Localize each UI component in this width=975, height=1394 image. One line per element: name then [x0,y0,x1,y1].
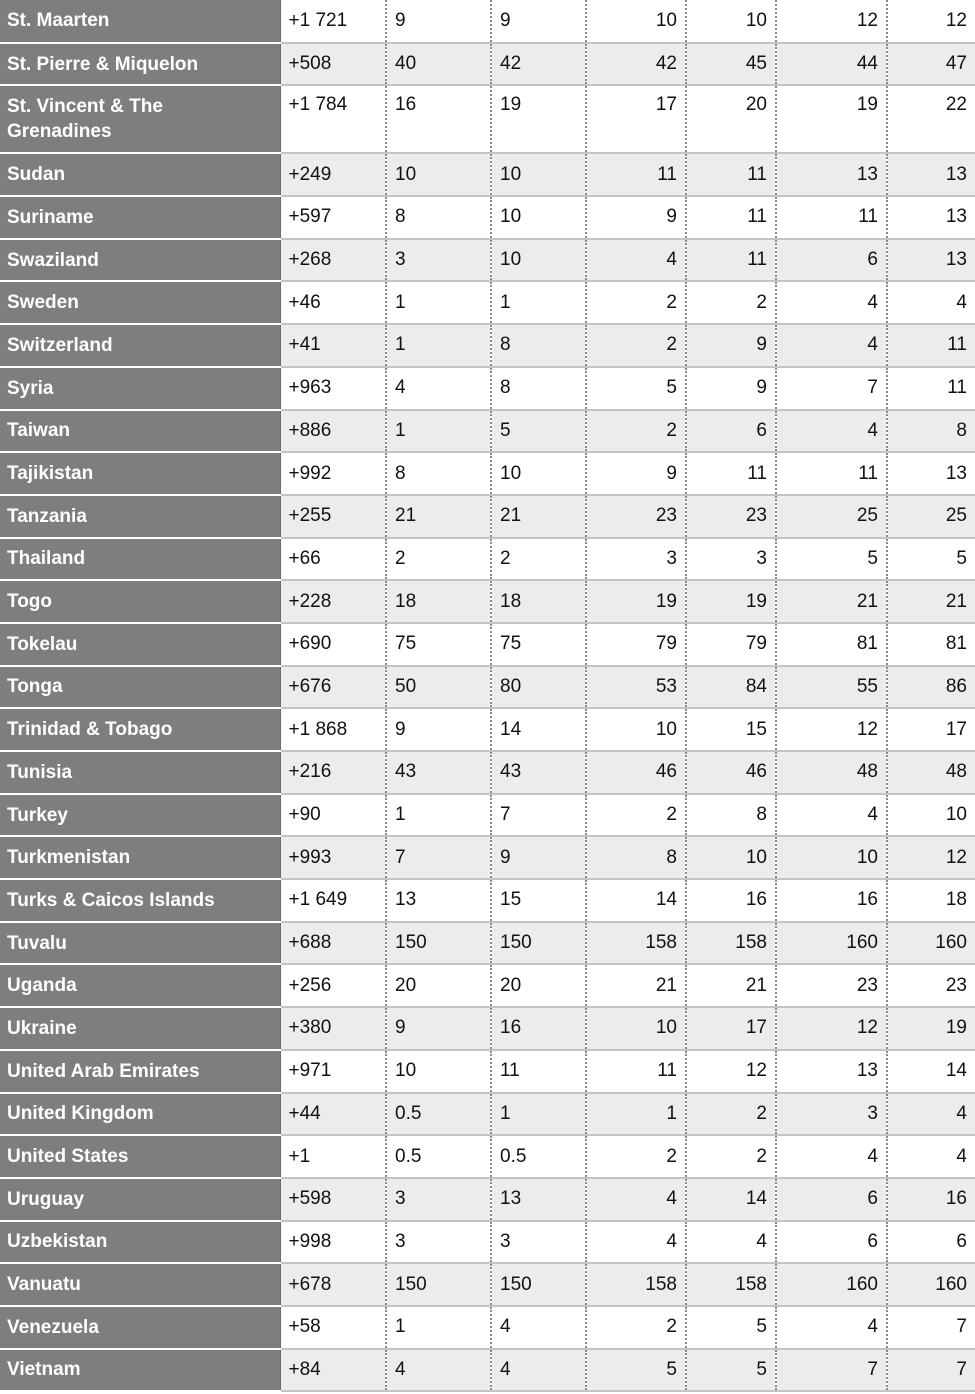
value-cell: 11 [491,1050,586,1093]
table-row [0,367,975,410]
dial-code: +1 649 [280,879,386,922]
value-cell: 21 [887,580,975,623]
table-row [0,0,975,43]
value-cell: 7 [887,1349,975,1392]
table-row [0,495,975,538]
value-cell: 84 [686,666,776,709]
dial-code: +380 [280,1007,386,1050]
value-cell: 4 [586,239,686,282]
dial-code: +1 784 [280,85,386,153]
value-cell: 6 [776,1178,887,1221]
country-name: Turkmenistan [0,836,280,879]
table-row [0,836,975,879]
value-cell: 2 [586,324,686,367]
dial-code: +58 [280,1306,386,1349]
value-cell: 2 [586,794,686,837]
value-cell: 11 [887,367,975,410]
value-cell: 11 [887,324,975,367]
country-name: Tajikistan [0,452,280,495]
value-cell: 150 [386,922,491,965]
table-row [0,1306,975,1349]
value-cell: 75 [386,623,491,666]
value-cell: 158 [686,922,776,965]
value-cell: 22 [887,85,975,153]
value-cell: 10 [386,1050,491,1093]
value-cell: 10 [586,0,686,43]
value-cell: 14 [686,1178,776,1221]
country-name: Vanuatu [0,1263,280,1306]
value-cell: 12 [686,1050,776,1093]
value-cell: 10 [491,153,586,196]
dial-code: +998 [280,1221,386,1264]
table-row [0,922,975,965]
value-cell: 7 [776,1349,887,1392]
country-name: Tokelau [0,623,280,666]
value-cell: 2 [586,281,686,324]
value-cell: 16 [887,1178,975,1221]
country-name: Tuvalu [0,922,280,965]
table-row [0,751,975,794]
value-cell: 48 [776,751,887,794]
value-cell: 150 [491,922,586,965]
dial-code: +66 [280,538,386,581]
value-cell: 4 [686,1221,776,1264]
value-cell: 4 [776,324,887,367]
value-cell: 9 [586,452,686,495]
value-cell: 2 [686,1093,776,1136]
table-row [0,538,975,581]
country-name: United Kingdom [0,1093,280,1136]
value-cell: 4 [887,281,975,324]
country-name: Venezuela [0,1306,280,1349]
value-cell: 1 [491,1093,586,1136]
country-name: Switzerland [0,324,280,367]
value-cell: 3 [586,538,686,581]
value-cell: 2 [586,1306,686,1349]
value-cell: 10 [491,196,586,239]
value-cell: 0.5 [491,1135,586,1178]
value-cell: 14 [586,879,686,922]
value-cell: 7 [887,1306,975,1349]
value-cell: 158 [586,922,686,965]
dial-code: +1 721 [280,0,386,43]
value-cell: 2 [586,1135,686,1178]
value-cell: 8 [491,324,586,367]
value-cell: 5 [686,1306,776,1349]
value-cell: 9 [586,196,686,239]
dial-code: +690 [280,623,386,666]
table-row [0,1263,975,1306]
value-cell: 7 [491,794,586,837]
value-cell: 16 [686,879,776,922]
value-cell: 10 [586,1007,686,1050]
value-cell: 40 [386,43,491,86]
value-cell: 8 [887,410,975,453]
dial-code: +993 [280,836,386,879]
country-name: Togo [0,580,280,623]
value-cell: 11 [586,153,686,196]
value-cell: 1 [386,1306,491,1349]
value-cell: 2 [586,410,686,453]
country-name: St. Maarten [0,0,280,43]
value-cell: 21 [776,580,887,623]
value-cell: 12 [776,0,887,43]
value-cell: 9 [686,367,776,410]
value-cell: 25 [776,495,887,538]
dial-code: +886 [280,410,386,453]
table-row [0,879,975,922]
value-cell: 4 [776,1306,887,1349]
value-cell: 9 [386,0,491,43]
value-cell: 3 [776,1093,887,1136]
value-cell: 2 [686,1135,776,1178]
country-name: Tanzania [0,495,280,538]
value-cell: 9 [386,708,491,751]
value-cell: 7 [386,836,491,879]
value-cell: 48 [887,751,975,794]
value-cell: 80 [491,666,586,709]
value-cell: 13 [887,452,975,495]
value-cell: 160 [887,922,975,965]
value-cell: 10 [887,794,975,837]
country-name: Thailand [0,538,280,581]
value-cell: 16 [491,1007,586,1050]
value-cell: 0.5 [386,1135,491,1178]
table-row [0,1349,975,1392]
value-cell: 160 [887,1263,975,1306]
value-cell: 23 [887,964,975,1007]
value-cell: 1 [386,281,491,324]
country-name: Swaziland [0,239,280,282]
value-cell: 150 [491,1263,586,1306]
dial-code: +971 [280,1050,386,1093]
value-cell: 158 [686,1263,776,1306]
value-cell: 10 [586,708,686,751]
dial-code: +256 [280,964,386,1007]
dial-code: +228 [280,580,386,623]
value-cell: 18 [887,879,975,922]
table-row [0,708,975,751]
value-cell: 11 [586,1050,686,1093]
value-cell: 8 [491,367,586,410]
dial-code: +249 [280,153,386,196]
value-cell: 19 [686,580,776,623]
value-cell: 75 [491,623,586,666]
value-cell: 5 [776,538,887,581]
value-cell: 86 [887,666,975,709]
table-row [0,1178,975,1221]
country-name: St. Vincent & The Grenadines [0,85,280,153]
value-cell: 150 [386,1263,491,1306]
value-cell: 19 [887,1007,975,1050]
table-row [0,1007,975,1050]
country-name: Taiwan [0,410,280,453]
value-cell: 9 [491,0,586,43]
value-cell: 17 [887,708,975,751]
value-cell: 1 [491,281,586,324]
value-cell: 3 [491,1221,586,1264]
value-cell: 4 [776,281,887,324]
country-name: United States [0,1135,280,1178]
table-row [0,1135,975,1178]
value-cell: 4 [586,1221,686,1264]
table-row [0,85,975,153]
value-cell: 4 [776,1135,887,1178]
dial-code: +676 [280,666,386,709]
table-row [0,43,975,86]
table-row [0,153,975,196]
value-cell: 10 [686,0,776,43]
value-cell: 18 [386,580,491,623]
value-cell: 2 [491,538,586,581]
country-name: Uganda [0,964,280,1007]
value-cell: 11 [686,239,776,282]
value-cell: 15 [686,708,776,751]
dial-code: +44 [280,1093,386,1136]
value-cell: 10 [686,836,776,879]
value-cell: 55 [776,666,887,709]
value-cell: 43 [386,751,491,794]
value-cell: 10 [386,153,491,196]
dial-code: +84 [280,1349,386,1392]
value-cell: 6 [776,239,887,282]
value-cell: 42 [586,43,686,86]
table-row [0,666,975,709]
country-name: Vietnam [0,1349,280,1392]
value-cell: 0.5 [386,1093,491,1136]
value-cell: 20 [686,85,776,153]
country-name: Suriname [0,196,280,239]
value-cell: 14 [887,1050,975,1093]
value-cell: 44 [776,43,887,86]
value-cell: 13 [776,1050,887,1093]
value-cell: 6 [686,410,776,453]
value-cell: 9 [686,324,776,367]
value-cell: 11 [686,452,776,495]
value-cell: 19 [491,85,586,153]
value-cell: 4 [887,1093,975,1136]
dial-code: +1 868 [280,708,386,751]
dial-code: +268 [280,239,386,282]
table-row [0,794,975,837]
value-cell: 47 [887,43,975,86]
value-cell: 9 [386,1007,491,1050]
country-name: Uzbekistan [0,1221,280,1264]
country-name: Sweden [0,281,280,324]
value-cell: 11 [776,196,887,239]
value-cell: 3 [686,538,776,581]
value-cell: 5 [491,410,586,453]
country-name: Ukraine [0,1007,280,1050]
table-row [0,410,975,453]
value-cell: 4 [386,367,491,410]
dial-code: +46 [280,281,386,324]
table-row [0,452,975,495]
value-cell: 8 [386,196,491,239]
value-cell: 10 [776,836,887,879]
value-cell: 25 [887,495,975,538]
dial-code: +255 [280,495,386,538]
value-cell: 4 [491,1306,586,1349]
value-cell: 1 [386,794,491,837]
value-cell: 21 [386,495,491,538]
value-cell: 79 [686,623,776,666]
value-cell: 13 [887,153,975,196]
value-cell: 10 [491,239,586,282]
table-row [0,281,975,324]
value-cell: 11 [686,153,776,196]
value-cell: 1 [386,324,491,367]
table-row [0,623,975,666]
dial-code: +598 [280,1178,386,1221]
table-row [0,239,975,282]
value-cell: 17 [586,85,686,153]
value-cell: 8 [386,452,491,495]
value-cell: 50 [386,666,491,709]
value-cell: 9 [491,836,586,879]
value-cell: 3 [386,1178,491,1221]
value-cell: 13 [386,879,491,922]
dial-code: +41 [280,324,386,367]
dial-code: +688 [280,922,386,965]
value-cell: 20 [386,964,491,1007]
table-row [0,1050,975,1093]
value-cell: 15 [491,879,586,922]
value-cell: 81 [776,623,887,666]
value-cell: 160 [776,1263,887,1306]
dial-code: +508 [280,43,386,86]
dial-code: +216 [280,751,386,794]
value-cell: 2 [386,538,491,581]
country-name: Trinidad & Tobago [0,708,280,751]
value-cell: 5 [586,367,686,410]
dial-code: +992 [280,452,386,495]
value-cell: 20 [491,964,586,1007]
country-name: Syria [0,367,280,410]
value-cell: 45 [686,43,776,86]
value-cell: 8 [686,794,776,837]
value-cell: 13 [887,196,975,239]
country-name: Tonga [0,666,280,709]
value-cell: 2 [686,281,776,324]
value-cell: 4 [586,1178,686,1221]
value-cell: 12 [776,708,887,751]
dial-code: +678 [280,1263,386,1306]
country-name: United Arab Emirates [0,1050,280,1093]
value-cell: 16 [386,85,491,153]
value-cell: 11 [686,196,776,239]
value-cell: 12 [887,0,975,43]
value-cell: 5 [887,538,975,581]
value-cell: 53 [586,666,686,709]
dial-code: +597 [280,196,386,239]
country-name: Tunisia [0,751,280,794]
value-cell: 13 [776,153,887,196]
value-cell: 12 [776,1007,887,1050]
country-name: Turks & Caicos Islands [0,879,280,922]
table-row [0,196,975,239]
table-row [0,1221,975,1264]
value-cell: 4 [776,410,887,453]
dial-code: +963 [280,367,386,410]
value-cell: 46 [586,751,686,794]
table-row [0,324,975,367]
value-cell: 4 [776,794,887,837]
value-cell: 13 [491,1178,586,1221]
value-cell: 21 [491,495,586,538]
value-cell: 6 [776,1221,887,1264]
value-cell: 4 [491,1349,586,1392]
value-cell: 8 [586,836,686,879]
value-cell: 6 [887,1221,975,1264]
value-cell: 158 [586,1263,686,1306]
value-cell: 13 [887,239,975,282]
value-cell: 4 [386,1349,491,1392]
value-cell: 4 [887,1135,975,1178]
value-cell: 42 [491,43,586,86]
table-row [0,580,975,623]
country-name: St. Pierre & Miquelon [0,43,280,86]
value-cell: 79 [586,623,686,666]
value-cell: 14 [491,708,586,751]
value-cell: 81 [887,623,975,666]
value-cell: 18 [491,580,586,623]
value-cell: 1 [586,1093,686,1136]
value-cell: 160 [776,922,887,965]
value-cell: 19 [776,85,887,153]
dial-code: +1 [280,1135,386,1178]
value-cell: 21 [586,964,686,1007]
table-row [0,1093,975,1136]
country-name: Sudan [0,153,280,196]
value-cell: 11 [776,452,887,495]
value-cell: 7 [776,367,887,410]
value-cell: 3 [386,1221,491,1264]
value-cell: 21 [686,964,776,1007]
table-row [0,964,975,1007]
dial-code: +90 [280,794,386,837]
country-name: Turkey [0,794,280,837]
value-cell: 10 [491,452,586,495]
value-cell: 19 [586,580,686,623]
value-cell: 17 [686,1007,776,1050]
country-name: Uruguay [0,1178,280,1221]
value-cell: 12 [887,836,975,879]
value-cell: 5 [686,1349,776,1392]
value-cell: 23 [686,495,776,538]
value-cell: 43 [491,751,586,794]
value-cell: 1 [386,410,491,453]
value-cell: 23 [776,964,887,1007]
value-cell: 3 [386,239,491,282]
value-cell: 23 [586,495,686,538]
value-cell: 5 [586,1349,686,1392]
value-cell: 46 [686,751,776,794]
value-cell: 16 [776,879,887,922]
